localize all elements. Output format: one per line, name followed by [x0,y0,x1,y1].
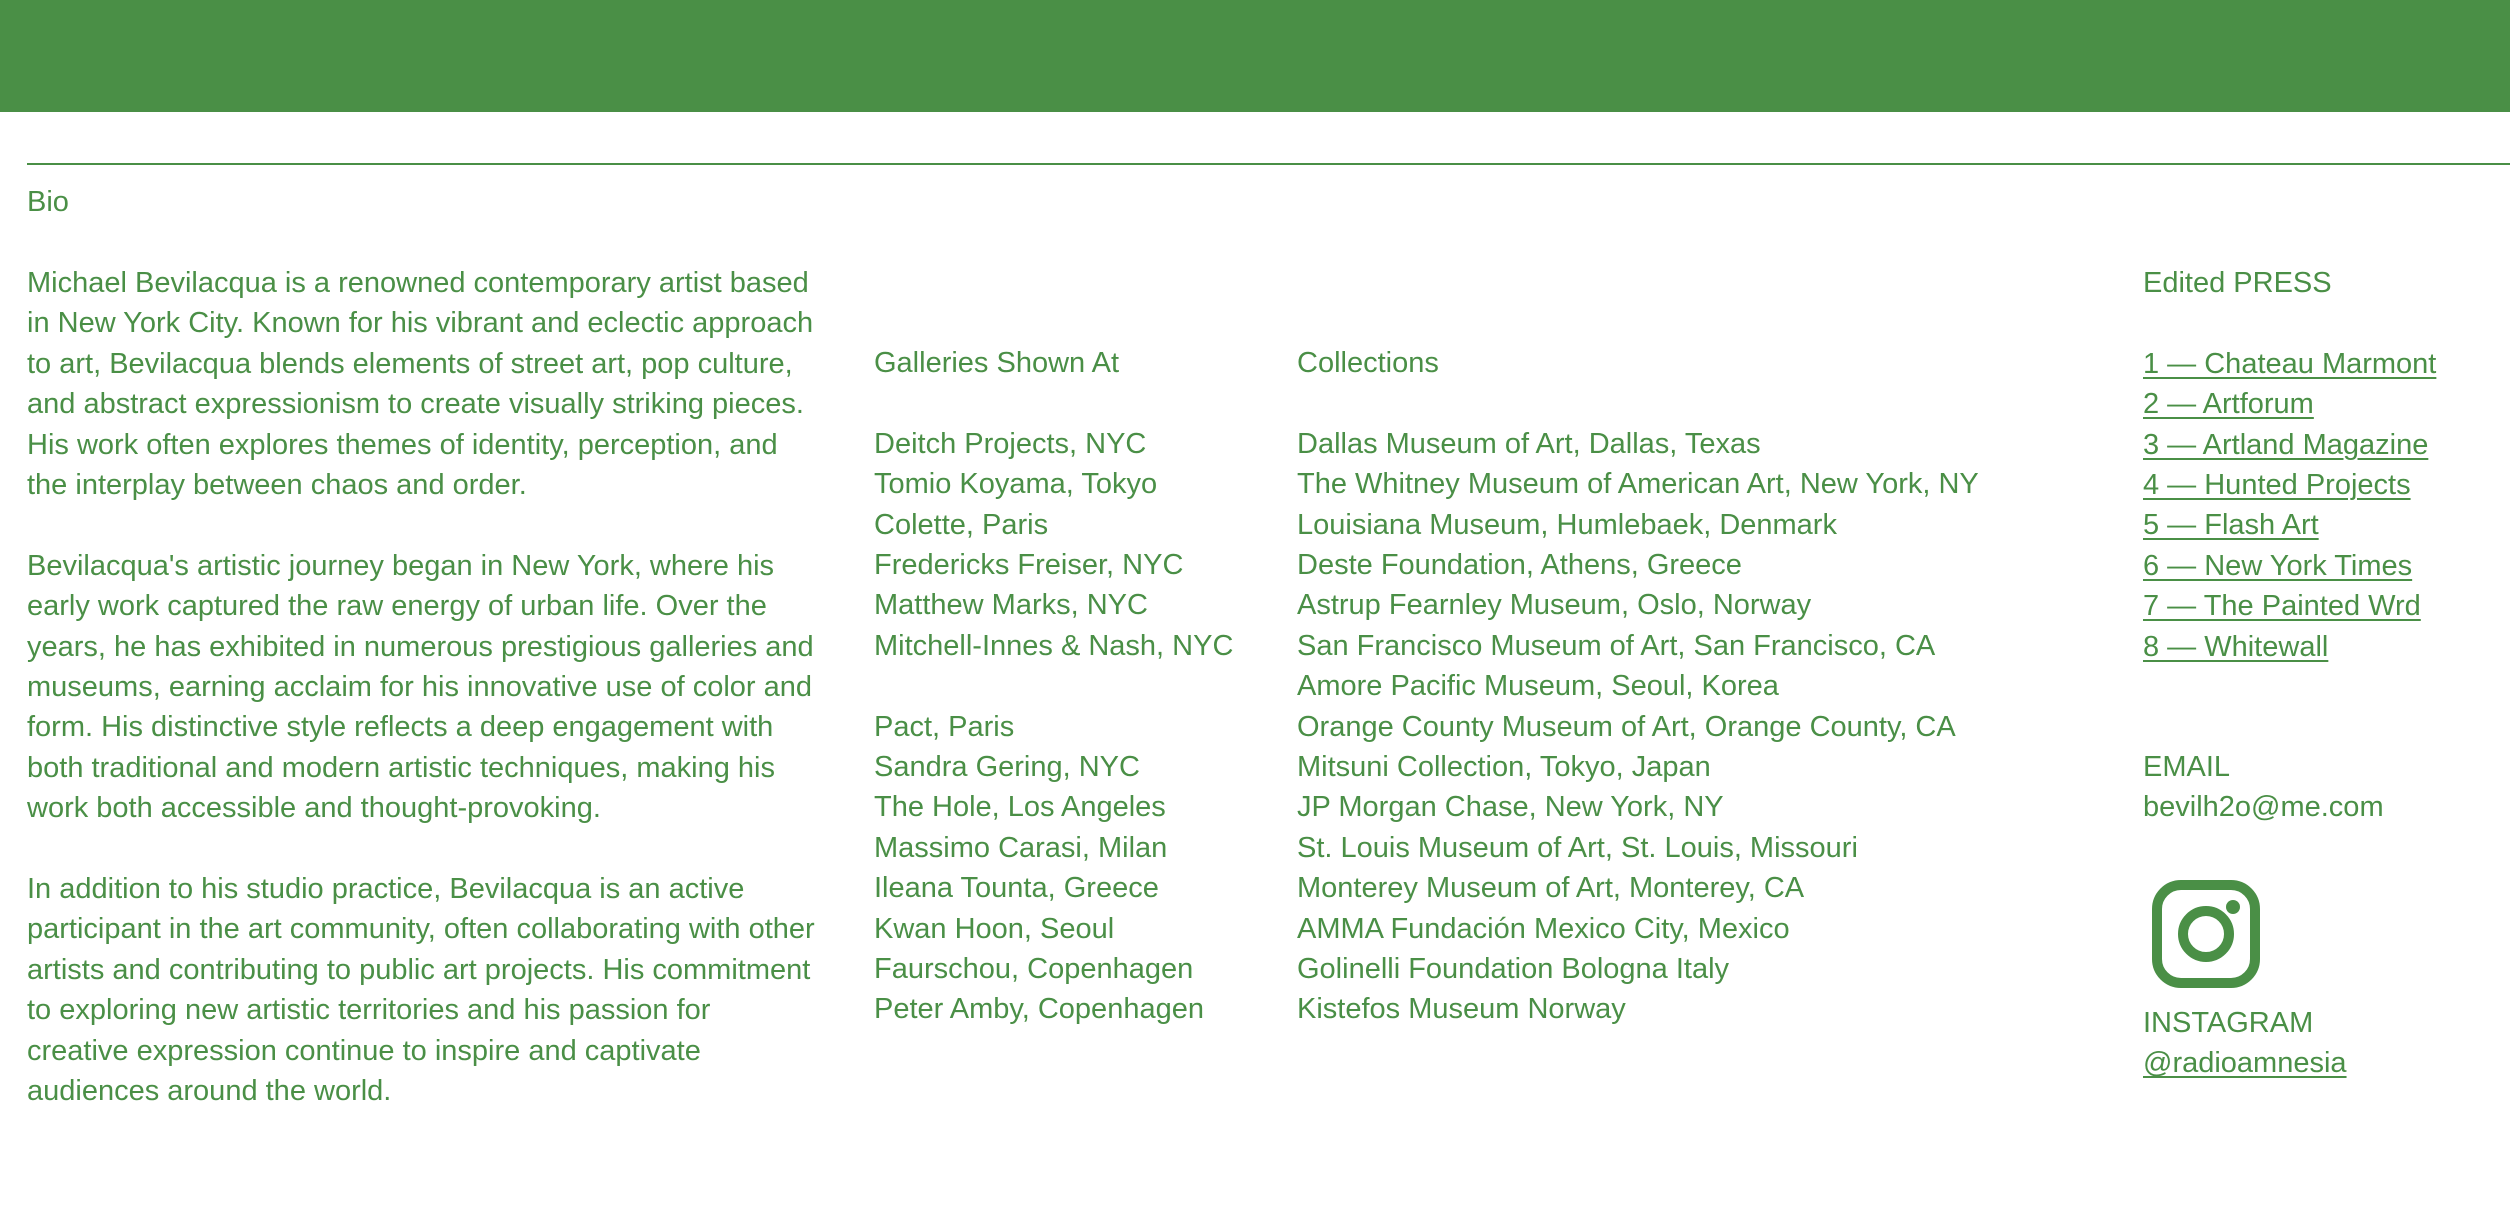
gallery-item: Deitch Projects, NYC [874,427,1147,460]
collection-item: Golinelli Foundation Bologna Italy [1297,953,1730,986]
collection-item: Astrup Fearnley Museum, Oslo, Norway [1297,589,1812,622]
galleries-heading: Galleries Shown At [874,347,1120,379]
galleries-column [874,343,1233,1030]
gallery-item: Fredericks Freiser, NYC [874,549,1184,582]
instagram-handle-link[interactable]: @radioamnesia [2143,1047,2347,1080]
galleries-list [874,424,1233,1030]
gallery-item: Sandra Gering, NYC [874,751,1140,784]
divider-rule [27,163,2510,165]
collection-item: Kistefos Museum Norway [1297,993,1626,1026]
collection-item: San Francisco Museum of Art, San Francisco, CA [1297,629,1936,662]
collections-list [1297,424,1979,1030]
email-section [2143,747,2384,828]
press-list [2143,344,2436,667]
press-link-flash-art[interactable]: 5 — Flash Art [2143,509,2319,542]
press-link-hunted-projects[interactable]: 4 — Hunted Projects [2143,469,2411,502]
gallery-item: Tomio Koyama, Tokyo [874,468,1158,501]
gallery-item: Faurschou, Copenhagen [874,953,1194,986]
gallery-item: Peter Amby, Copenhagen [874,993,1204,1026]
press-link-chateau-marmont[interactable]: 1 — Chateau Marmont [2143,347,2437,380]
press-link-new-york-times[interactable]: 6 — New York Times [2143,549,2413,582]
header-bar [0,0,2510,112]
collection-item: St. Louis Museum of Art, St. Louis, Missouri [1297,831,1858,864]
press-heading: Edited PRESS [2143,267,2332,299]
bio-paragraph: In addition to his studio practice, Bevilacqua is an active participant in the art community, often collaborating with other artists and contributing to public art projects. His commitment to exploring new artistic territories and his passion for creative expression continue to inspire and captivate audiences around the world. [27,873,815,1108]
collection-item: Amore Pacific Museum, Seoul, Korea [1297,670,1779,703]
gallery-item: Massimo Carasi, Milan [874,831,1168,864]
collections-column [1297,343,1979,1030]
instagram-section [2143,1003,2347,1084]
press-link-artland-magazine[interactable]: 3 — Artland Magazine [2143,428,2429,461]
gallery-item: Kwan Hoon, Seoul [874,912,1115,945]
instagram-label: INSTAGRAM [2143,1007,2314,1039]
gallery-item: Mitchell-Innes & Nash, NYC [874,629,1234,662]
email-address[interactable]: bevilh2o@me.com [2143,791,2384,824]
email-label: EMAIL [2143,751,2231,783]
bio-heading: Bio [27,186,69,218]
press-link-artforum[interactable]: 2 — Artforum [2143,388,2314,421]
gallery-item: Matthew Marks, NYC [874,589,1148,622]
collections-heading: Collections [1297,347,1439,379]
bio-section [27,263,817,1152]
collection-item: Monterey Museum of Art, Monterey, CA [1297,872,1805,905]
gallery-item: Pact, Paris [874,710,1015,743]
collection-item: Deste Foundation, Athens, Greece [1297,549,1742,582]
collection-item: Mitsuni Collection, Tokyo, Japan [1297,751,1711,784]
collection-item: Louisiana Museum, Humlebaek, Denmark [1297,508,1837,541]
collection-item: Dallas Museum of Art, Dallas, Texas [1297,427,1761,460]
press-link-painted-wrd[interactable]: 7 — The Painted Wrd [2143,590,2421,623]
collection-item: AMMA Fundación Mexico City, Mexico [1297,912,1790,945]
collection-item: Orange County Museum of Art, Orange County, CA [1297,710,1956,743]
instagram-icon[interactable] [2152,880,2260,988]
gallery-item: Ileana Tounta, Greece [874,872,1159,905]
bio-paragraph: Bevilacqua's artistic journey began in New York, where his early work captured the raw energy of urban life. Over the years, he has exhibited in numerous prestigious galleries and museums, earning acclaim for his innovative use of color and form. His distinctive style reflects a deep engagement with both traditional and modern artistic techniques, making his work both accessible and thought-provoking. [27,549,814,825]
press-section [2143,263,2436,667]
gallery-item: The Hole, Los Angeles [874,791,1166,824]
bio-paragraph: Michael Bevilacqua is a renowned contemporary artist based in New York City. Known for his vibrant and eclectic approach to art, Bevilacqua blends elements of street art, pop culture, and abstract expressionism to create visually striking pieces. His work often explores themes of identity, perception, and the interplay between chaos and order. [27,267,814,502]
press-link-whitewall[interactable]: 8 — Whitewall [2143,630,2329,663]
collection-item: JP Morgan Chase, New York, NY [1297,791,1724,824]
collection-item: The Whitney Museum of American Art, New York, NY [1297,468,1979,501]
gallery-item: Colette, Paris [874,508,1049,541]
